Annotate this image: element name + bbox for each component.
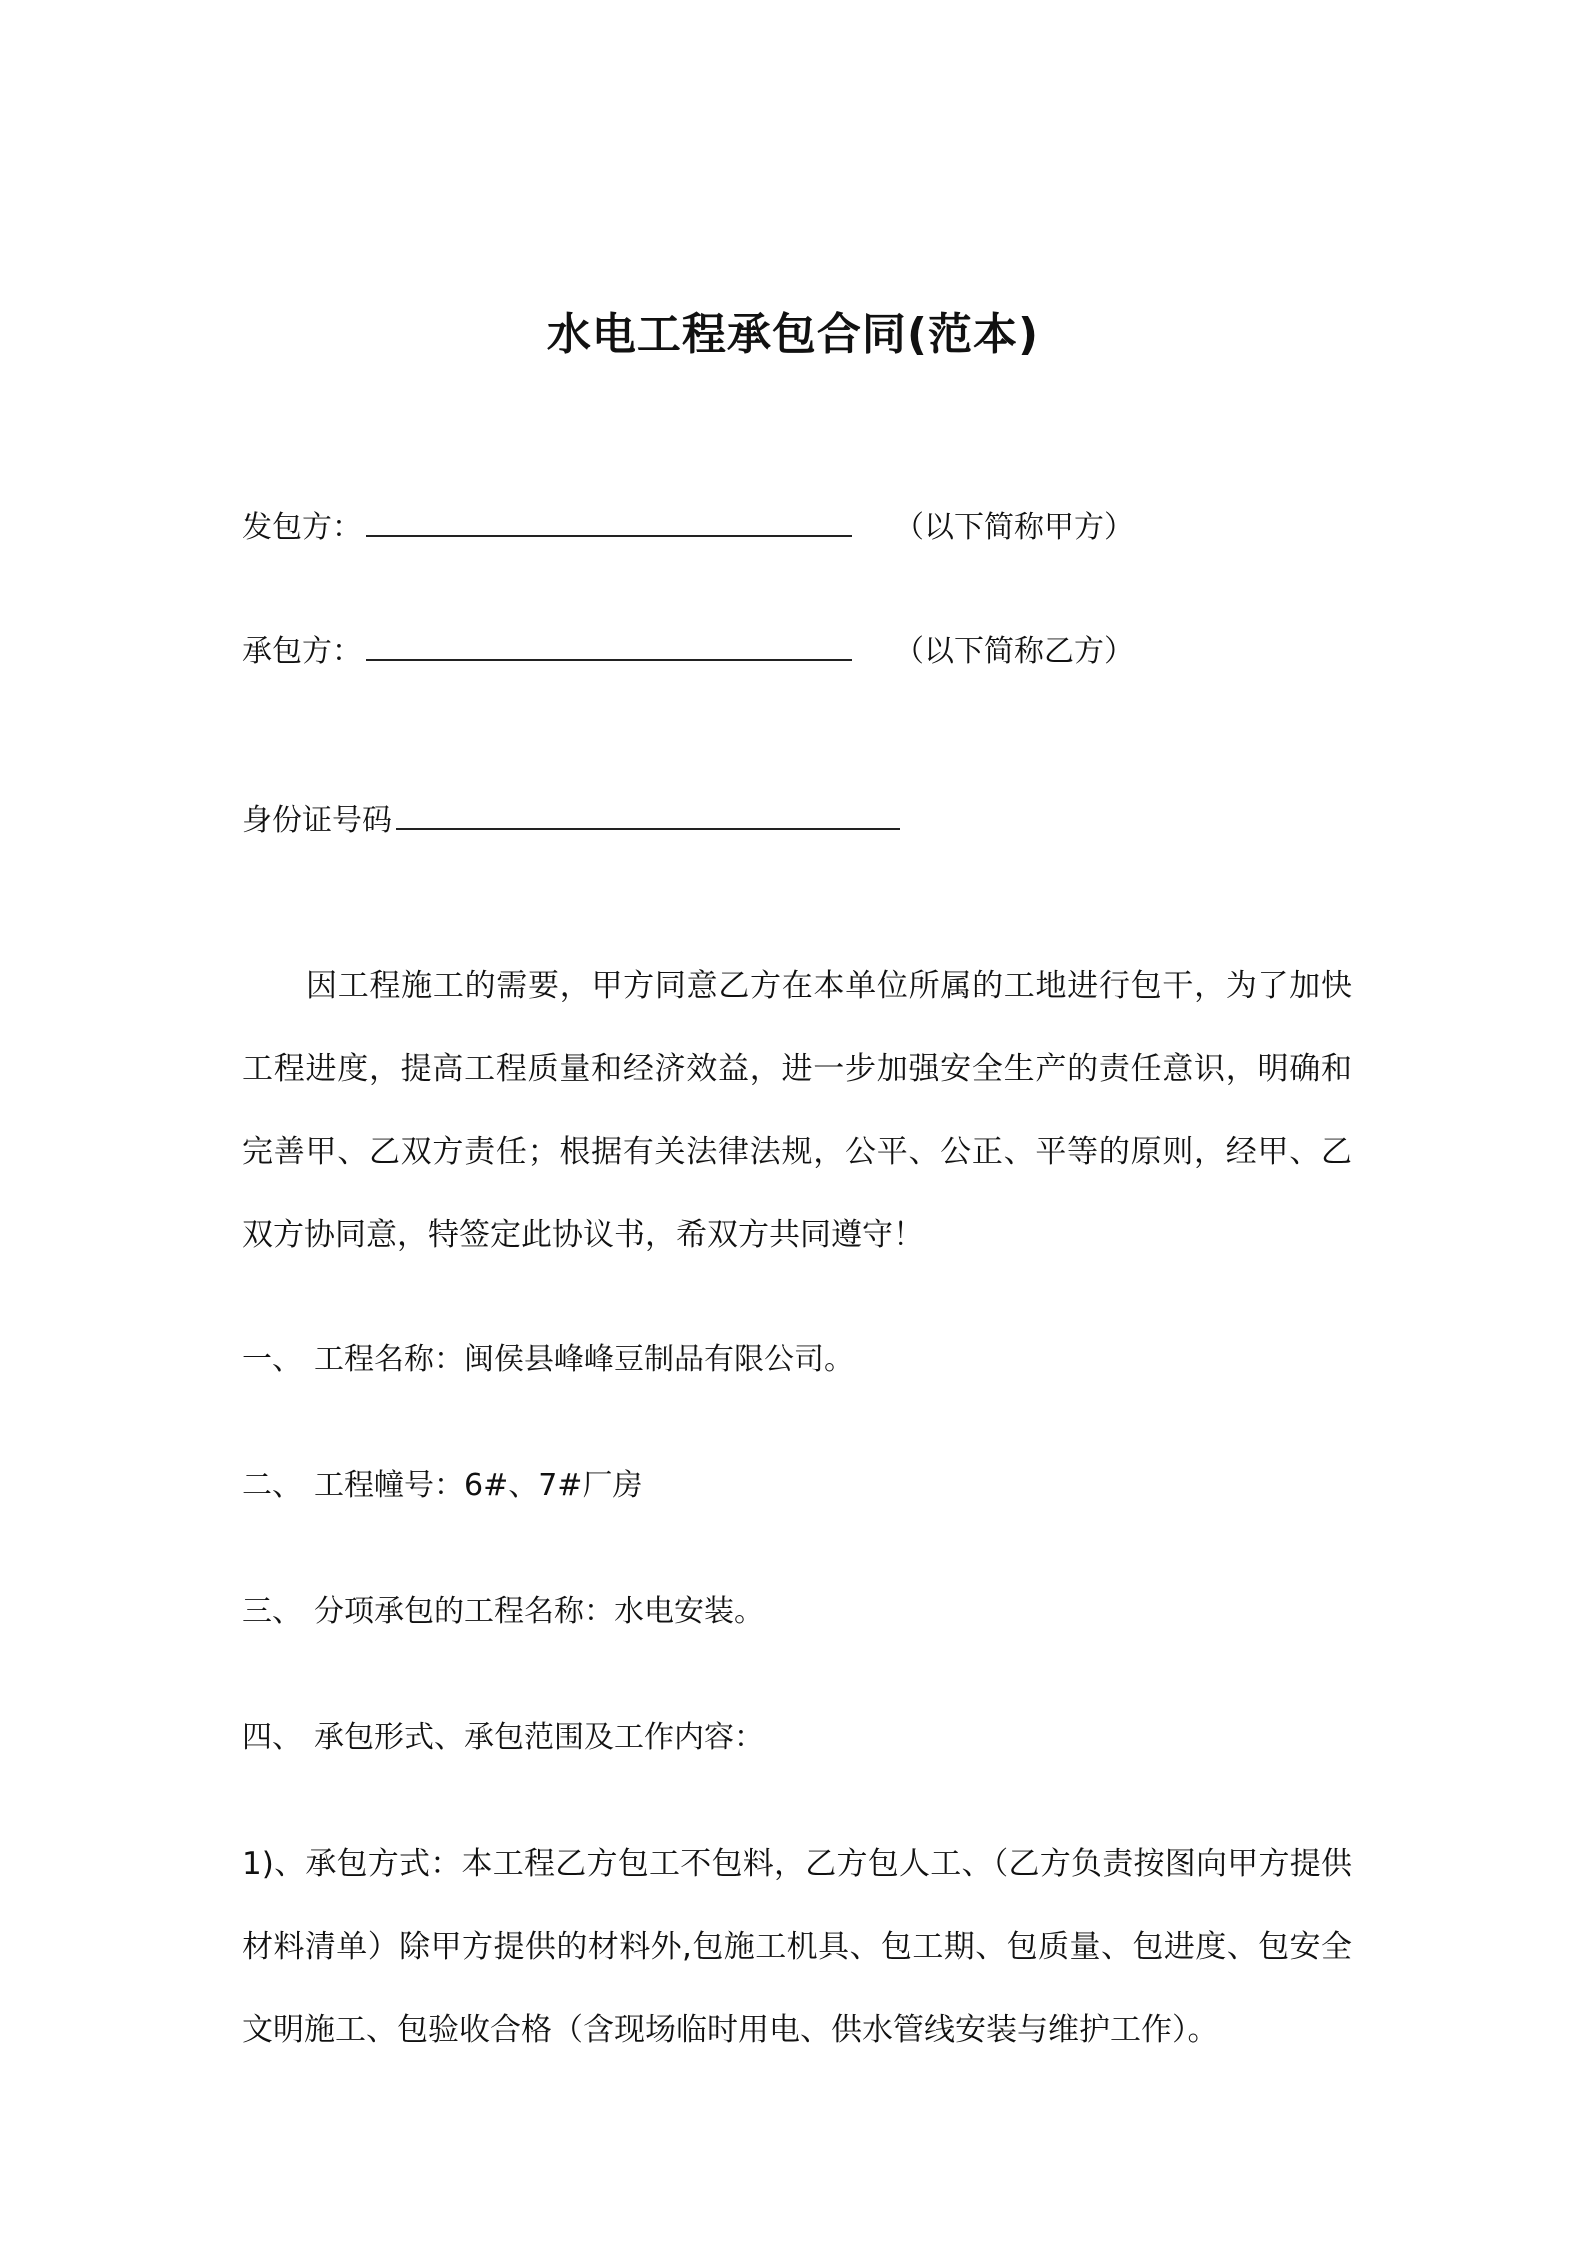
id-number-blank[interactable] bbox=[396, 806, 900, 830]
employer-blank[interactable] bbox=[366, 513, 852, 537]
employer-note: （以下简称甲方） bbox=[894, 510, 1134, 545]
item-text: 承包形式、承包范围及工作内容： bbox=[314, 1720, 764, 1755]
contractor-label: 承包方： bbox=[242, 634, 362, 669]
item-project-name bbox=[242, 1339, 854, 1381]
item-contract-form bbox=[242, 1717, 764, 1759]
contractor-blank[interactable] bbox=[366, 637, 852, 661]
id-number-label: 身份证号码 bbox=[242, 803, 392, 838]
item-number: 一、 bbox=[242, 1342, 302, 1377]
id-number-field bbox=[242, 800, 900, 842]
employer-label: 发包方： bbox=[242, 510, 362, 545]
item-number: 二、 bbox=[242, 1468, 302, 1503]
item-text: 分项承包的工程名称：水电安装。 bbox=[314, 1594, 764, 1629]
item-number: 三、 bbox=[242, 1594, 302, 1629]
item-text: 工程名称：闽侯县峰峰豆制品有限公司。 bbox=[314, 1342, 854, 1377]
intro-paragraph: 因工程施工的需要，甲方同意乙方在本单位所属的工地进行包干，为了加快工程进度，提高工程质量和经济效益，进一步加强安全生产的责任意识，明确和完善甲、乙双方责任；根据有关法律法规，公平、公正、平等的原则，经甲、乙双方协同意，特签定此协议书，希双方共同遵守！ bbox=[242, 968, 1352, 1253]
document-title: 水电工程承包合同(范本) bbox=[546, 309, 1040, 360]
clause-contract-method: 1)、承包方式：本工程乙方包工不包料，乙方包人工、（乙方负责按图向甲方提供材料清单）除甲方提供的材料外,包施工机具、包工期、包质量、包进度、包安全文明施工、包验收合格（含现场临时用电、供水管线安装与维护工作）。 bbox=[242, 1846, 1352, 2048]
item-text: 工程幢号：6#、7#厂房 bbox=[314, 1468, 643, 1503]
employer-field bbox=[242, 507, 1134, 549]
item-building-number bbox=[242, 1465, 642, 1507]
contractor-field bbox=[242, 631, 1134, 673]
item-subcontract-name bbox=[242, 1591, 764, 1633]
contractor-note: （以下简称乙方） bbox=[894, 634, 1134, 669]
item-number: 四、 bbox=[242, 1720, 302, 1755]
